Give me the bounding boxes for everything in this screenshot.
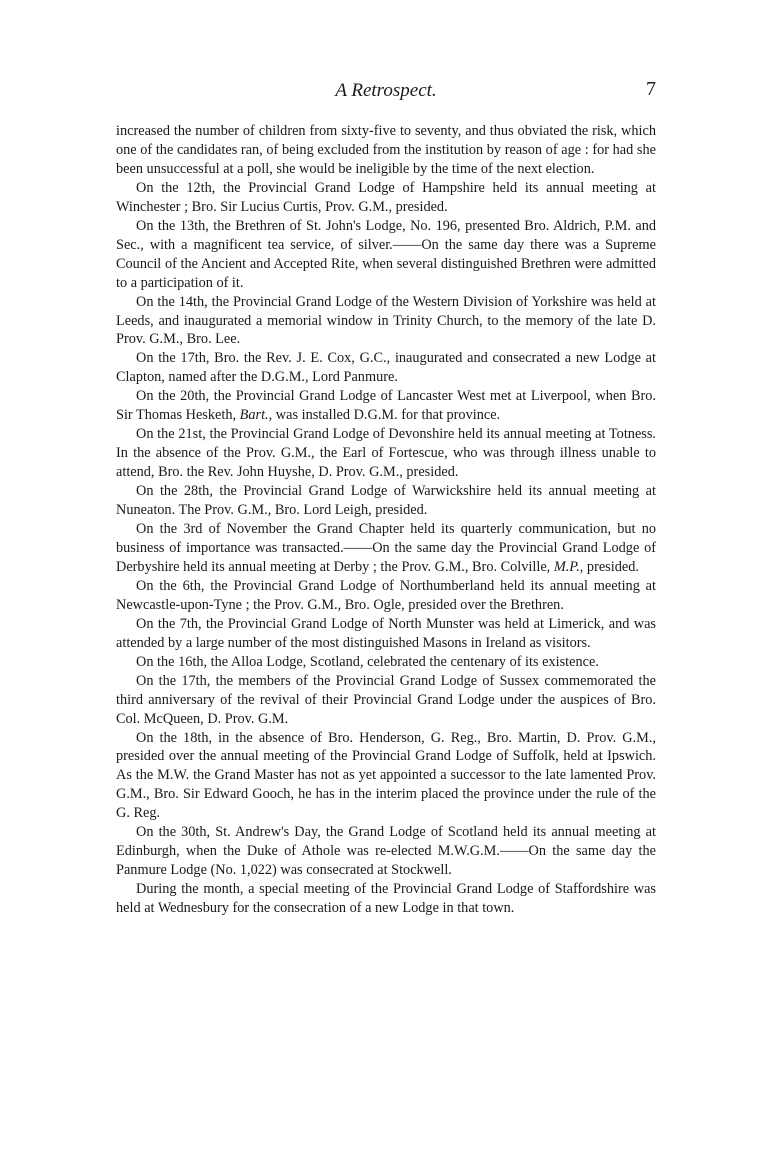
paragraph: On the 3rd of November the Grand Chapter held its quarterly communication, but no business of importance was transacted.——On the same day the Provincial Grand Lodge of Derbyshire held its annual meeting at Derby ; the Prov. G.M., Bro. Colville, M.P., presided.	[116, 521, 656, 575]
paragraph: increased the number of children from sixty-five to seventy, and thus obviated the risk, which one of the candidates ran, of being excluded from the institution by reason of age : for had she been unsuccessful at a poll, she would be ineligible by the time of the next election.	[116, 123, 656, 177]
paragraph: On the 13th, the Brethren of St. John's Lodge, No. 196, presented Bro. Aldrich, P.M. and Sec., with a magnificent tea service, of silver.——On the same day there was a Supreme Council of the Ancient and Accepted Rite, when several distinguished Brethren were admitted to a participation of it.	[116, 217, 656, 291]
paragraph: On the 6th, the Provincial Grand Lodge of Northumberland held its annual meeting at Newcastle-upon-Tyne ; the Prov. G.M., Bro. Ogle, presided over the Brethren.	[116, 577, 656, 613]
paragraph: On the 28th, the Provincial Grand Lodge of Warwickshire held its annual meeting at Nuneaton. The Prov. G.M., Bro. Lord Leigh, presided.	[116, 483, 656, 519]
paragraph: On the 17th, the members of the Provincial Grand Lodge of Sussex commemorated the third anniversary of the revival of their Provincial Grand Lodge under the auspices of Bro. Col. McQueen, D. Prov. G.M.	[116, 672, 656, 727]
paragraph: On the 20th, the Provincial Grand Lodge of Lancaster West met at Liverpool, when Bro. Sir Thomas Hesketh, Bart., was installed D.G.M. for that province.	[116, 388, 656, 424]
paragraph: On the 30th, St. Andrew's Day, the Grand Lodge of Scotland held its annual meeting at Edinburgh, when the Duke of Athole was re-elected M.W.G.M.——On the same day the Panmure Lodge (No. 1,022) was consecrated at Stockwell.	[116, 824, 656, 879]
body-text	[116, 122, 656, 918]
paragraph: On the 21st, the Provincial Grand Lodge of Devonshire held its annual meeting at Totness. In the absence of the Prov. G.M., the Earl of Fortescue, who was through illness unable to attend, Bro. the Rev. John Huyshe, D. Prov. G.M., presided.	[116, 426, 656, 481]
paragraph: On the 17th, Bro. the Rev. J. E. Cox, G.C., inaugurated and consecrated a new Lodge at Clapton, named after the D.G.M., Lord Panmure.	[116, 350, 656, 386]
page-number: 7	[646, 78, 656, 100]
paragraph: On the 18th, in the absence of Bro. Henderson, G. Reg., Bro. Martin, D. Prov. G.M., presided over the annual meeting of the Provincial Grand Lodge of Suffolk, held at Ipswich. As the M.W. the Grand Master has not as yet appointed a successor to the late lamented Prov. G.M., Bro. Sir Edward Gooch, he has in the interim placed the province under the rule of the G. Reg.	[116, 729, 656, 822]
paragraph: On the 16th, the Alloa Lodge, Scotland, celebrated the centenary of its existence.	[136, 653, 599, 670]
page-header	[116, 78, 656, 112]
running-title: A Retrospect.	[335, 80, 437, 101]
paragraph: On the 7th, the Provincial Grand Lodge of North Munster was held at Limerick, and was attended by a large number of the most distinguished Masons in Ireland as visitors.	[116, 615, 656, 651]
paragraph: On the 14th, the Provincial Grand Lodge of the Western Division of Yorkshire was held at Leeds, and inaugurated a memorial window in Trinity Church, to the memory of the late D. Prov. G.M., Bro. Lee.	[116, 293, 656, 348]
paragraph: On the 12th, the Provincial Grand Lodge of Hampshire held its annual meeting at Winchester ; Bro. Sir Lucius Curtis, Prov. G.M., presided.	[116, 179, 656, 215]
paragraph: During the month, a special meeting of the Provincial Grand Lodge of Staffordshire was held at Wednesbury for the consecration of a new Lodge in that town.	[116, 881, 656, 917]
